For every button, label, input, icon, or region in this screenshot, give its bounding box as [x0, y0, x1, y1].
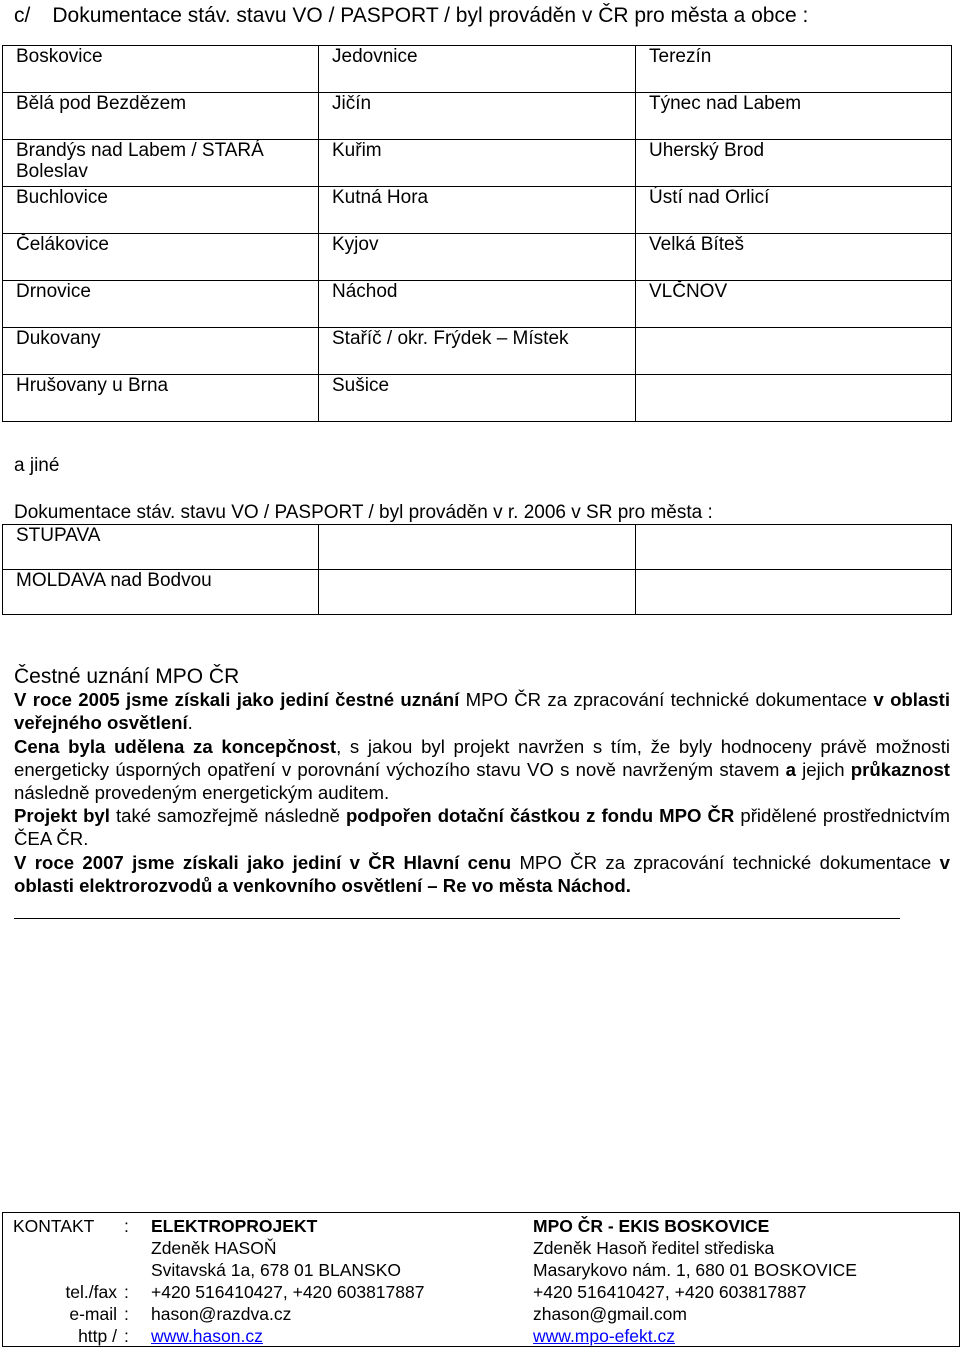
town-cell: Brandýs nad Labem / STARÁ Boleslav [3, 140, 319, 187]
p2-normal-1: , s jakou byl projekt navržen s tím, že byly hodnoceny právě možnosti energeticky úsporných opatření v porovnání výchozího stavu VO s nově navrženým stavem [14, 736, 950, 780]
table-row [3, 46, 952, 93]
http-label: http / [78, 1326, 117, 1346]
and-others-text: a jiné [14, 455, 60, 476]
p1-bold-1: V roce 2005 jsme získali jako jediní čestné uznání [14, 689, 460, 710]
left-person: Zdeněk HASOŇ [151, 1238, 277, 1258]
town-cell [319, 525, 636, 570]
colon: : [124, 1326, 129, 1346]
town-cell: Jičín [319, 93, 636, 140]
table-row [3, 187, 952, 234]
p4-bold-1: V roce 2007 jsme získali jako jediní v ČR Hlavní cenu [14, 852, 512, 873]
sr-heading: Dokumentace stáv. stavu VO / PASPORT / byl prováděn v r. 2006 v SR pro města : [14, 502, 713, 523]
footer-row-tel [3, 1282, 959, 1304]
town-cell [636, 375, 952, 422]
page-heading [14, 4, 808, 28]
town-cell: Dukovany [3, 328, 319, 375]
paragraph-2005 [14, 688, 950, 734]
p3-normal-2: přidělené prostřednictvím ČEA ČR. [14, 805, 950, 849]
table-row [3, 525, 952, 570]
town-cell: VLČNOV [636, 281, 952, 328]
table-row [3, 93, 952, 140]
left-web-link[interactable]: www.hason.cz [151, 1326, 263, 1346]
town-cell: Jedovnice [319, 46, 636, 93]
footer-row-person [3, 1238, 959, 1260]
table-row [3, 234, 952, 281]
town-cell [636, 328, 952, 375]
p3-bold-2: podpořen dotační částkou z fondu MPO ČR [345, 805, 735, 826]
town-cell: Terezín [636, 46, 952, 93]
table-row [3, 328, 952, 375]
p3-bold-1: Projekt byl [14, 805, 110, 826]
town-cell: MOLDAVA nad Bodvou [3, 570, 319, 615]
heading-text: Dokumentace stáv. stavu VO / PASPORT / byl prováděn v ČR pro města a obce : [52, 4, 809, 27]
table-row [3, 281, 952, 328]
p2-bold-2: a [785, 759, 796, 780]
p2-normal-3: následně provedeným energetickým auditem. [14, 782, 390, 803]
town-cell: STUPAVA [3, 525, 319, 570]
contact-label: KONTAKT [13, 1216, 95, 1236]
town-cell: Hrušovany u Brna [3, 375, 319, 422]
p1-bold-2: v oblasti veřejného osvětlení [14, 689, 950, 733]
paragraph-2007 [14, 851, 950, 897]
town-cell: Drnovice [3, 281, 319, 328]
left-tel: +420 516410427, +420 603817887 [151, 1282, 425, 1302]
footer-row-address [3, 1260, 959, 1282]
towns-sr-table [2, 524, 952, 615]
town-cell: Ústí nad Orlicí [636, 187, 952, 234]
p2-normal-2: jejich [795, 759, 851, 780]
footer-row-web [3, 1326, 959, 1348]
paragraph-award [14, 735, 950, 804]
town-cell: Boskovice [3, 46, 319, 93]
table-row [3, 140, 952, 187]
colon: : [124, 1282, 129, 1302]
town-cell: Bělá pod Bezdězem [3, 93, 319, 140]
town-cell [319, 570, 636, 615]
town-cell: Náchod [319, 281, 636, 328]
town-cell: Kyjov [319, 234, 636, 281]
p3-normal-1: také samozřejmě následně [109, 805, 346, 826]
paragraph-project [14, 804, 950, 850]
p1-normal-2: . [187, 712, 193, 733]
divider-line [14, 918, 900, 919]
towns-cz-table [2, 45, 952, 422]
town-cell [636, 570, 952, 615]
town-cell: Staříč / okr. Frýdek – Místek [319, 328, 636, 375]
right-company: MPO ČR - EKIS BOSKOVICE [533, 1216, 770, 1236]
colon: : [124, 1304, 129, 1324]
town-cell: Kutná Hora [319, 187, 636, 234]
right-person: Zdeněk Hasoň ředitel střediska [533, 1238, 775, 1258]
right-email: zhason@gmail.com [533, 1304, 687, 1324]
town-cell: Kuřim [319, 140, 636, 187]
town-cell: Buchlovice [3, 187, 319, 234]
heading-prefix: c/ [14, 4, 31, 27]
colon: : [124, 1216, 129, 1236]
p4-normal-1: MPO ČR za zpracování technické dokumentace [511, 852, 940, 873]
tel-label: tel./fax [65, 1282, 117, 1302]
p4-bold-2: v oblasti elektrorozvodů a venkovního osvětlení – Re vo města Náchod. [14, 852, 950, 896]
right-tel: +420 516410427, +420 603817887 [533, 1282, 807, 1302]
footer-row-company [3, 1216, 959, 1238]
p2-bold-3: průkaznost [850, 759, 950, 780]
town-cell: Velká Bíteš [636, 234, 952, 281]
town-cell: Týnec nad Labem [636, 93, 952, 140]
left-company: ELEKTROPROJEKT [151, 1216, 318, 1236]
town-cell: Sušice [319, 375, 636, 422]
town-cell: Čelákovice [3, 234, 319, 281]
honor-title: Čestné uznání MPO ČR [14, 665, 240, 688]
email-label: e-mail [69, 1304, 117, 1324]
table-row [3, 570, 952, 615]
p2-bold-1: Cena byla udělena za koncepčnost [14, 736, 337, 757]
p1-normal-1: MPO ČR za zpracování technické dokumentace [459, 689, 868, 710]
footer-row-email [3, 1304, 959, 1326]
table-row [3, 375, 952, 422]
left-address: Svitavská 1a, 678 01 BLANSKO [151, 1260, 401, 1280]
right-address: Masarykovo nám. 1, 680 01 BOSKOVICE [533, 1260, 857, 1280]
town-cell: Uherský Brod [636, 140, 952, 187]
contact-footer [2, 1212, 960, 1347]
town-cell [636, 525, 952, 570]
right-web-link[interactable]: www.mpo-efekt.cz [533, 1326, 675, 1346]
left-email: hason@razdva.cz [151, 1304, 292, 1324]
